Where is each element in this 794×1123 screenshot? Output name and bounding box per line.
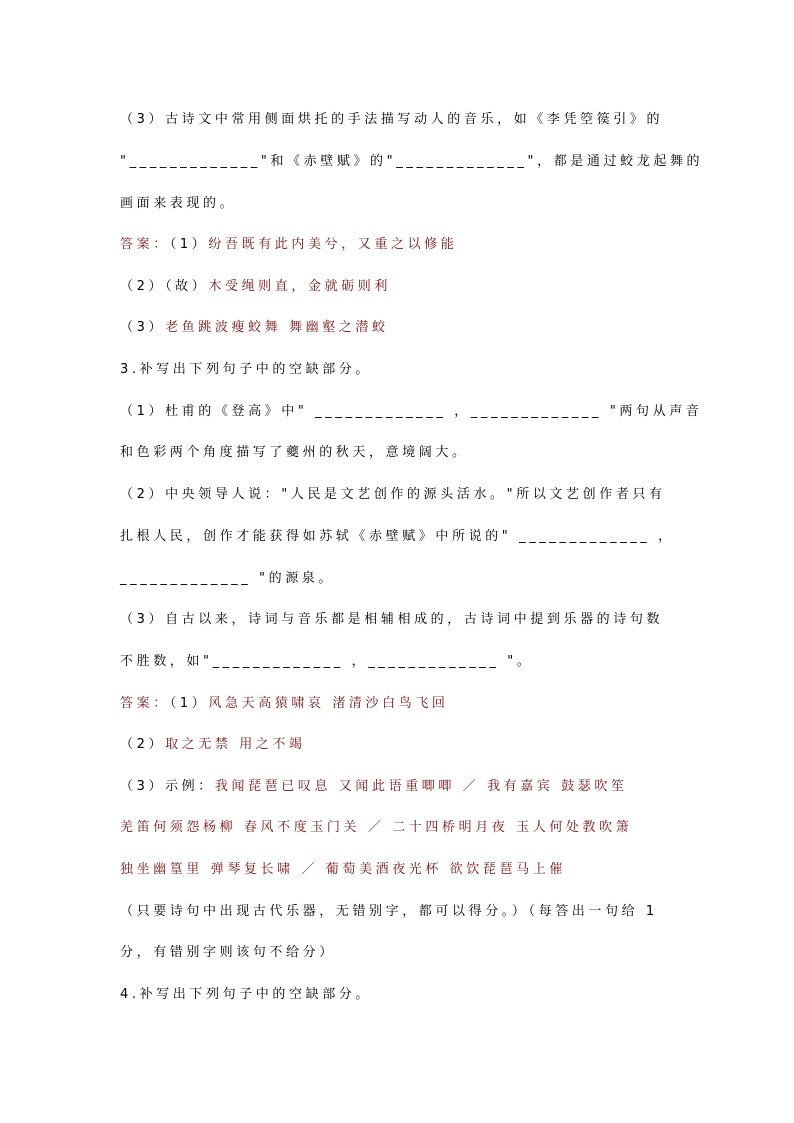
q3-part2-line3: _____________ "的源泉。 (120, 571, 336, 586)
q3-answer-line1 (120, 692, 449, 711)
q3-note-line1: （只要诗句中出现古代乐器，无错别字，都可以得分。）（每答出一句给 1 (120, 904, 658, 919)
answer-prefix: （2） (120, 737, 166, 752)
q3-answer-line3 (120, 775, 628, 794)
answer-text: 取之无禁 用之不竭 (165, 737, 306, 752)
q2-answer-line2 (120, 275, 391, 294)
q2-part3-line3: 画面来表现的。 (120, 196, 237, 211)
q4-title: 4.补写出下列句子中的空缺部分。 (120, 987, 373, 1002)
q3-part3-line2: 不胜数，如"_____________ ，_____________ "。 (120, 654, 534, 669)
answer-prefix: （1） (169, 237, 209, 252)
answer-label: 答案： (120, 237, 170, 252)
q3-answer-line2 (120, 733, 306, 752)
q3-part2-line1: （2）中央领导人说："人民是文艺创作的源头活水。"所以文艺创作者只有 (120, 487, 666, 502)
answer-prefix: （3）示例： (120, 779, 215, 794)
answer-text: 木受绳则直，金就砺则利 (208, 279, 391, 294)
answer-prefix: （1） (169, 696, 209, 711)
answer-prefix: （2）（故） (120, 279, 209, 294)
answer-text: 老鱼跳波瘦蛟舞 舞幽壑之潜蛟 (165, 320, 389, 335)
q3-answer-line5: 独坐幽篁里 弹琴复长啸 ／ 葡萄美酒夜光杯 欲饮琵琶马上催 (120, 862, 566, 877)
q3-answer-line4: 羌笛何须怨杨柳 春风不度玉门关 ／ 二十四桥明月夜 玉人何处教吹箫 (120, 820, 633, 835)
q2-answer-line1 (120, 233, 457, 252)
q3-note-line2: 分，有错别字则该句不给分） (120, 945, 336, 960)
q2-part3-line2: "_____________"和《赤壁赋》的"_____________"，都是通过蛟龙起舞的 (120, 154, 704, 169)
q3-part1-line2: 和色彩两个角度描写了夔州的秋天，意境阔大。 (120, 445, 469, 460)
q3-title: 3.补写出下列句子中的空缺部分。 (120, 362, 373, 377)
q3-part2-line2: 扎根人民，创作才能获得如苏轼《赤壁赋》中所说的" _____________ ， (120, 529, 675, 544)
answer-prefix: （3） (120, 320, 166, 335)
q3-part3-line1: （3）自古以来，诗词与音乐都是相辅相成的，古诗词中提到乐器的诗句数 (120, 612, 664, 627)
q3-part1-line1: （1）杜甫的《登高》中" _____________ ，_____________ "两句从声音 (120, 404, 703, 419)
answer-text: 风急天高猿啸哀 渚清沙白鸟飞回 (208, 696, 449, 711)
answer-text: 纷吾既有此内美兮，又重之以修能 (208, 237, 458, 252)
q2-answer-line3 (120, 316, 389, 335)
answer-text: 我闻琵琶已叹息 又闻此语重唧唧 ／ 我有嘉宾 鼓瑟吹笙 (214, 779, 628, 794)
q2-part3-line1: （3）古诗文中常用侧面烘托的手法描写动人的音乐，如《李凭箜篌引》的 (120, 112, 664, 127)
answer-label: 答案： (120, 696, 170, 711)
